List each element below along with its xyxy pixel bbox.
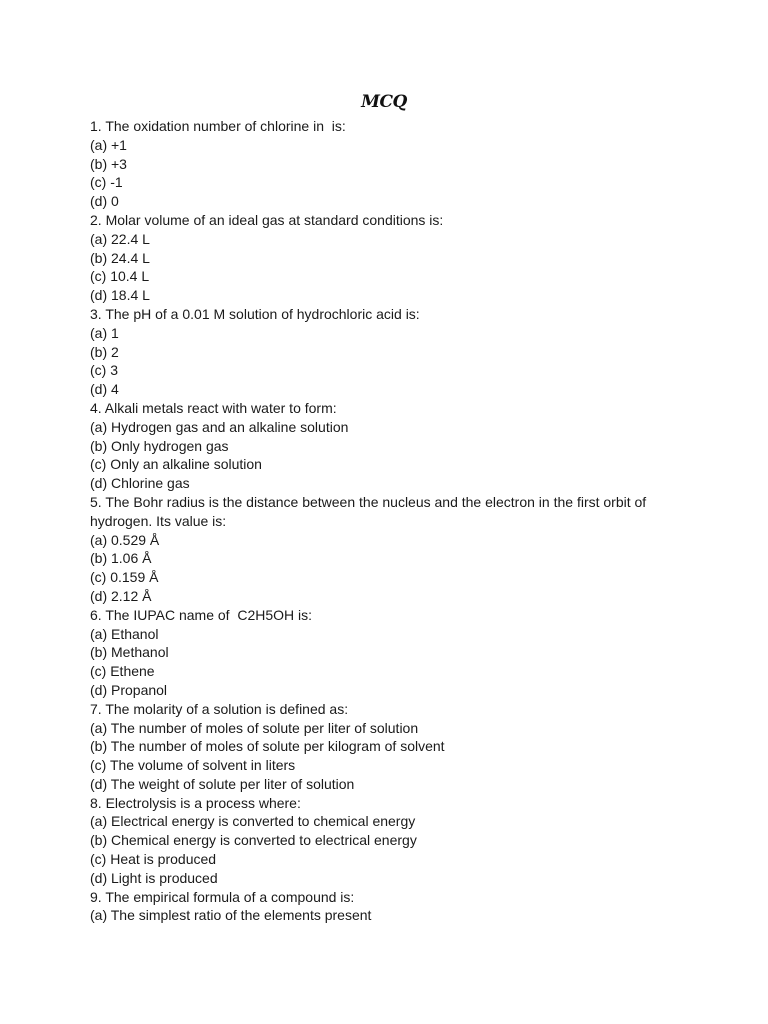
question-text: 1. The oxidation number of chlorine in is:: [90, 118, 346, 134]
answer-option: (a) 1: [90, 324, 119, 341]
question-block: [90, 888, 670, 926]
question-block: [90, 305, 670, 399]
question-block: [90, 493, 670, 606]
answer-option: (c) -1: [90, 174, 123, 191]
answer-option: (c) Only an alkaline solution: [90, 456, 262, 473]
answer-option: (b) 1.06 Å: [90, 550, 152, 567]
answer-option: (a) 0.529 Å: [90, 531, 160, 548]
answer-option: (b) Only hydrogen gas: [90, 437, 229, 454]
answer-option: (d) Propanol: [90, 681, 168, 698]
answer-option: (a) The simplest ratio of the elements present: [90, 907, 372, 924]
answer-option: (d) Light is produced: [90, 869, 218, 886]
answer-option: (c) The volume of solvent in liters: [90, 757, 296, 774]
answer-option: (d) 0: [90, 193, 119, 210]
question-text: 6. The IUPAC name of C2H5OH is:: [90, 606, 313, 623]
answer-option: (d) 18.4 L: [90, 287, 150, 304]
page-title: MCQ: [361, 92, 407, 112]
question-text: 5. The Bohr radius is the distance between the nucleus and the electron in the first orbit of hydrogen. Its value is:: [90, 493, 651, 529]
answer-option: (d) Chlorine gas: [90, 475, 190, 492]
question-block: [90, 794, 670, 888]
answer-option: (b) +3: [90, 155, 127, 172]
answer-option: (b) Methanol: [90, 644, 169, 661]
answer-option: (a) Electrical energy is converted to chemical energy: [90, 813, 416, 830]
answer-option: (b) The number of moles of solute per kilogram of solvent: [90, 738, 445, 755]
answer-option: (a) The number of moles of solute per liter of solution: [90, 719, 419, 736]
answer-option: (b) 2: [90, 343, 119, 360]
answer-option: (a) 22.4 L: [90, 230, 150, 247]
answer-option: (b) Chemical energy is converted to electrical energy: [90, 832, 417, 849]
question-block: [90, 606, 670, 700]
question-list: [90, 117, 670, 925]
answer-option: (d) 2.12 Å: [90, 587, 152, 604]
answer-option: (c) 10.4 L: [90, 268, 150, 285]
question-text: 2. Molar volume of an ideal gas at standard conditions is:: [90, 211, 444, 228]
answer-option: (c) Heat is produced: [90, 851, 217, 868]
question-text: 9. The empirical formula of a compound is:: [90, 888, 355, 905]
question-text: 7. The molarity of a solution is defined as:: [90, 700, 349, 717]
question-block: [90, 399, 670, 493]
question-text: 8. Electrolysis is a process where:: [90, 794, 301, 811]
answer-option: (a) Ethanol: [90, 625, 159, 642]
answer-option: (d) The weight of solute per liter of solution: [90, 775, 355, 792]
answer-option: (c) Ethene: [90, 663, 155, 680]
question-block: [90, 700, 670, 794]
question-text: 3. The pH of a 0.01 M solution of hydrochloric acid is:: [90, 305, 420, 322]
answer-option: (c) 3: [90, 362, 118, 379]
answer-option: (c) 0.159 Å: [90, 569, 159, 586]
answer-option: (d) 4: [90, 381, 119, 398]
answer-option: (b) 24.4 L: [90, 249, 150, 266]
question-block: [90, 117, 670, 211]
question-text: 4. Alkali metals react with water to form:: [90, 399, 337, 416]
question-block: [90, 211, 670, 305]
answer-option: (a) Hydrogen gas and an alkaline solution: [90, 418, 349, 435]
answer-option: (a) +1: [90, 136, 127, 153]
